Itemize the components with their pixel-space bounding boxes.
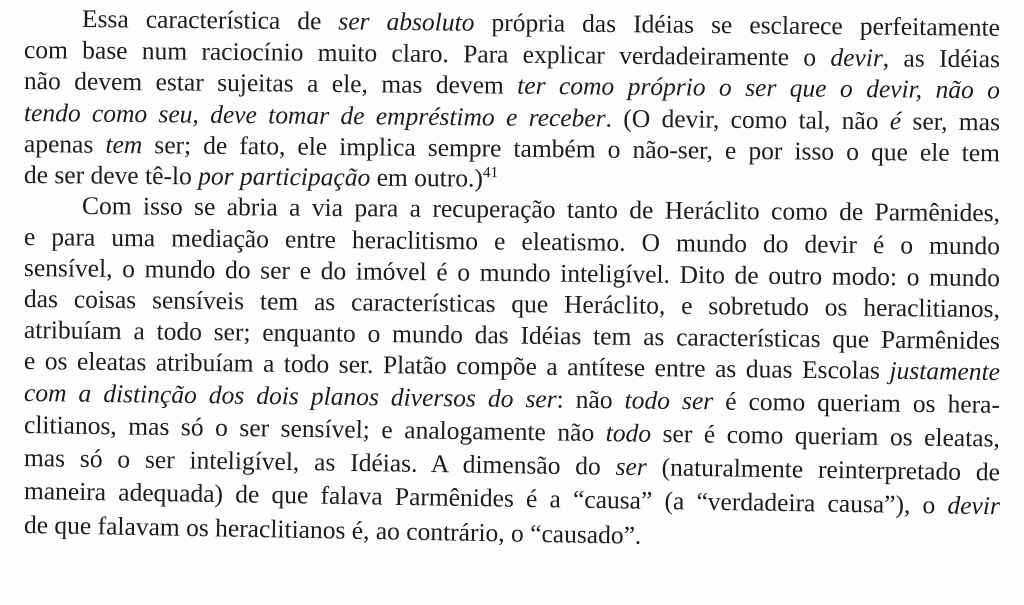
italic-text: é [889,106,902,136]
italic-text: ser absoluto [338,6,475,37]
body-text: e para uma mediação entre heraclitismo e eleatismo. O mundo do devir é o mundo [23,222,1001,261]
body-text: ser, mas [901,106,1001,137]
body-text: (naturalmente reinterpretado de [646,452,1001,487]
italic-text: devir [947,490,1001,521]
italic-text: todo ser [624,385,714,416]
italic-text: devir [830,42,883,73]
body-text: , as Idéias [882,43,1001,74]
body-text: sensível, o mundo do ser e do imóvel é o mundo inteligível. Dito de outro modo: o mundo [23,253,1001,293]
body-text: é como queriam os hera- [713,386,1001,419]
body-text: atribuíam a todo ser; enquanto o mundo das Idéias tem as características que Parmênides [23,315,1001,356]
body-text: ser é como queriam os eleatas, [650,418,1001,453]
body-text: com base num raciocínio muito claro. Para explicar verdadeiramente o [23,35,831,72]
italic-text: tem [105,129,143,160]
body-text: mas só o ser inteligível, as Idéias. A dimensão do [23,443,616,481]
italic-text: ter como próprio o ser que o devir, não o [517,70,1001,105]
body-text: ser; de fato, ele implica sempre também o não-ser, e por isso o que ele tem [142,130,1001,168]
italic-text: ser [615,451,647,482]
body-text: apenas [23,129,106,159]
italic-text: todo [605,418,652,448]
body-text: clitianos, mas só o ser sensível; e analogamente não [23,410,606,448]
body-text: das coisas sensíveis tem as características que Heráclito, e sobretudo os heraclitianos, [23,284,1001,324]
body-text: maneira adequada) de que falava Parmênides é a “causa” (a “verdadeira causa”), o [23,476,948,520]
body-text: própria das Idéias se esclarece perfeitamente [474,7,1001,42]
body-text: : não [556,384,625,415]
italic-text: tendo como seu, deve tomar de empréstimo e receber [23,98,606,133]
body-text: de que falavam os heraclitianos é, ao contrário, o “causado”. [23,510,642,550]
footnote-marker [483,164,499,193]
italic-text: com a distinção dos dois planos diversos do ser [23,378,557,414]
text-line [82,191,1000,228]
body-text: não devem estar sujeitas a ele, mas devem [23,66,518,100]
body-text: Essa característica de [81,4,339,36]
body-text: em outro.) [370,162,484,193]
body-text: de ser deve tê-lo [23,160,199,191]
italic-text: justamente [889,355,1001,387]
body-text: e os eleatas atribuíam a todo ser. Platão compõe a antítese entre as duas Escolas [23,346,890,385]
footnote-number: 41 [482,164,499,182]
body-text: . (O devir, como tal, não [605,103,890,136]
italic-text: por participação [198,161,371,192]
body-text: Com isso se abria a via para a recuperação tanto de Heráclito como de Parmênides, [81,191,1001,228]
